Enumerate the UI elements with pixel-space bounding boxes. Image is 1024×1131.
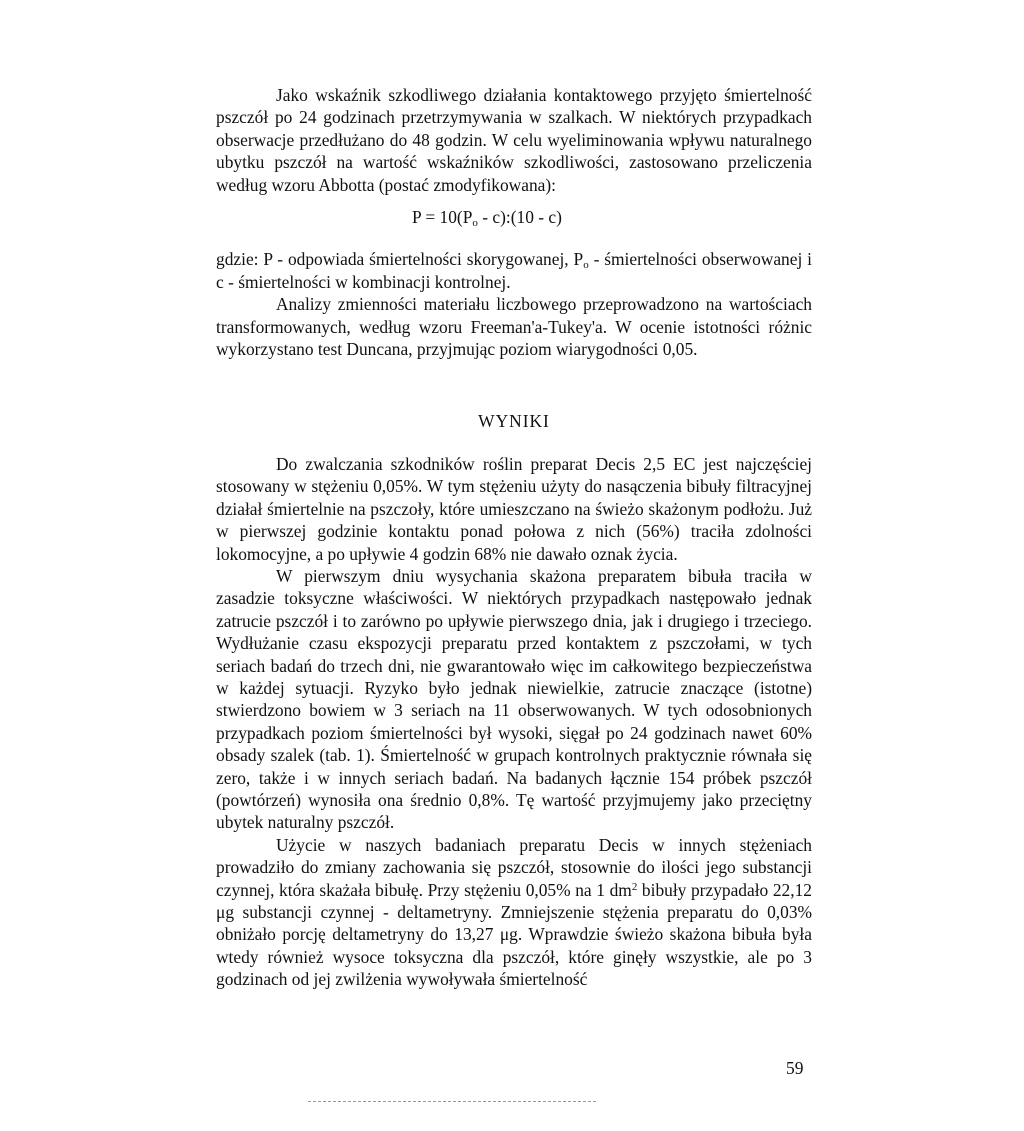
- abbott-formula: [216, 206, 812, 228]
- legend-part-1: gdzie: P - odpowiada śmiertelności skorygowanej, P: [216, 249, 584, 270]
- legend-part-2: - śmiertelności obserwowanej i c - śmiertelności w kombinacji kontrolnej.: [216, 249, 812, 292]
- results-3-part-2: bibuły przypadało 22,12 μg substancji czynnej - deltametryny. Zmniejszenie stężenia preparatu do 0,03% obniżało porcję deltametryny do 13,27 μg. Wprawdzie świeżo skażona bibuła była wtedy również wysoce toksyczna dla pszczół, które ginęły wszystkie, ale po 3 godzinach od jej zwilżenia wywoływała śmiertelność: [216, 879, 812, 990]
- scan-artifact-line: [308, 1101, 596, 1102]
- paragraph-formula-legend: [216, 248, 812, 293]
- results-3-superscript: 2: [631, 880, 638, 893]
- paragraph-method: Jako wskaźnik szkodliwego działania kontaktowego przyjęto śmiertelność pszczół po 24 godzinach przetrzymywania w szalkach. W niektórych przypadkach obserwacje przedłużano do 48 godzin. W celu wyeliminowania wpływu naturalnego ubytku pszczół na wartość wskaźników szkodliwości, zastosowano przeliczenia według wzoru Abbotta (postać zmodyfikowana):: [216, 85, 812, 195]
- formula-right: - c):(10 - c): [477, 207, 562, 228]
- page-number: 59: [786, 1058, 804, 1078]
- paragraph-statistics: Analizy zmienności materiału liczbowego przeprowadzono na wartościach transformowanych, według wzoru Freeman'a-Tukey'a. W ocenie istotności różnic wykorzystano test Duncana, przyjmując poziom wiarygodności 0,05.: [216, 294, 812, 360]
- page-body: [216, 84, 812, 991]
- results-3-part-1: Użycie w naszych badaniach preparatu Decis w innych stężeniach prowadziło do zmiany zachowania się pszczół, stosownie do ilości jego substancji czynnej, która skażała bibułę. Przy stężeniu 0,05% na 1 dm: [216, 834, 812, 900]
- formula-left: P = 10(P: [412, 207, 473, 228]
- paragraph-results-2: W pierwszym dniu wysychania skażona preparatem bibuła traciła w zasadzie toksyczne właściwości. W niektórych przypadkach następowało jednak zatrucie pszczół i to zarówno po upływie pierwszego dnia, jak i drugiego i trzeciego. Wydłużanie czasu ekspozycji preparatu przed kontaktem z pszczołami, w tych seriach badań do trzech dni, nie gwarantowało więc im całkowitego bezpieczeństwa w każdej sytuacji. Ryzyko było jednak niewielkie, zatrucie znaczące (istotne) stwierdzono bowiem w 3 seriach na 11 obserwowanych. W tych odosobnionych przypadkach poziom śmiertelności był wysoki, sięgał po 24 godzinach nawet 60% obsady szalek (tab. 1). Śmiertelność w grupach kontrolnych praktycznie równała się zero, także i w innych seriach badań. Na badanych łącznie 154 próbek pszczół (powtórzeń) wynosiła ona średnio 0,8%. Tę wartość przyjmujemy jako przeciętny ubytek naturalny pszczół.: [216, 565, 812, 833]
- paragraph-results-3: [216, 834, 812, 991]
- formula-subscript: o: [472, 217, 478, 230]
- paragraph-results-1: Do zwalczania szkodników roślin preparat Decis 2,5 EC jest najczęściej stosowany w stężeniu 0,05%. W tym stężeniu użyty do nasączenia bibuły filtracyjnej działał śmiertelnie na pszczoły, które umieszczano na świeżo skażonym podłożu. Już w pierwszej godzinie kontaktu ponad połowa z nich (56%) traciła zdolności lokomocyjne, a po upływie 4 godzin 68% nie dawało oznak życia.: [216, 453, 812, 564]
- section-heading-results: WYNIKI: [478, 411, 550, 432]
- legend-subscript: o: [583, 259, 589, 272]
